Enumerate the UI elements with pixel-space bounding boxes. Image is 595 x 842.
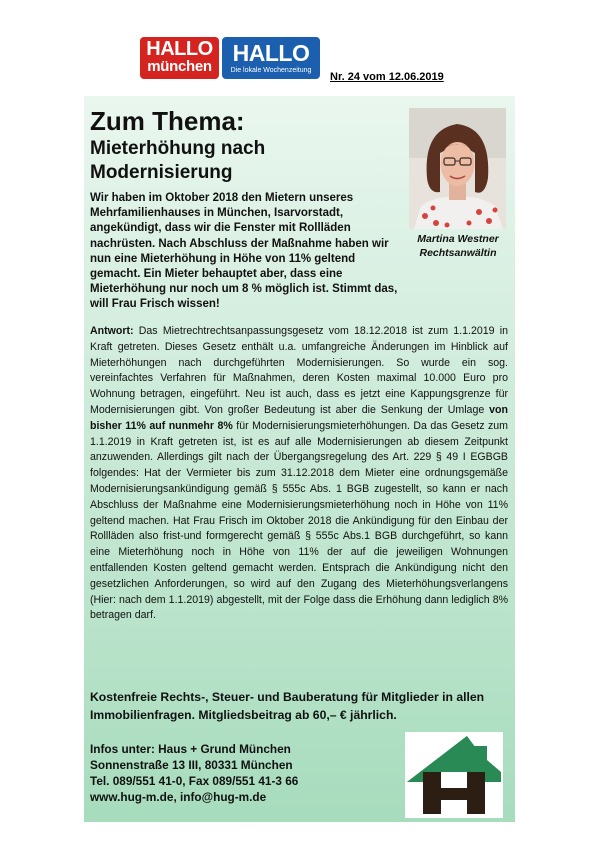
haus-und-grund-logo xyxy=(405,732,503,818)
membership-promo: Kostenfreie Rechts-, Steuer- und Bauberatung für Mitglieder in allen Immobilienfragen. Mitgliedsbeitrag ab 60,– € jährlich. xyxy=(90,690,485,722)
answer-part-1: Das Mietrechtrechtsanpassungsgesetz vom 18.12.2018 ist zum 1.1.2019 in Kraft getreten. Dieses Gesetz enthält u.a. umfangreiche Änderungen im Hinblick auf Mieterhöhungen nach durchgeführten Modernisierungen. So wurde ein sog. vereinfachtes Verfahren für Maßnahmen, deren Kosten maximal 10.000 Euro pro Wohnung betragen, eingeführt. Neu ist auch, dass es jetzt eine Kappungsgrenze für Modernisierungen gibt. Von großer Bedeutung ist aber die Senkung der Umlage xyxy=(90,325,508,416)
logo-red-word: HALLO xyxy=(146,38,213,60)
logo-red-city: münchen xyxy=(147,58,212,75)
issue-date: Nr. 24 vom 12.06.2019 xyxy=(330,71,444,83)
hallo-logo xyxy=(140,37,320,79)
logo-blue-word: HALLO xyxy=(232,40,310,66)
author-caption xyxy=(405,232,511,260)
article-subtitle: Mieterhöhung nach Modernisierung xyxy=(90,138,266,183)
contact-address: Sonnenstraße 13 III, 80331 München xyxy=(90,758,293,772)
contact-info xyxy=(90,741,390,805)
answer-label: Antwort: xyxy=(90,325,134,337)
answer-part-2: für Modernisierungsmieterhöhungen. Da das Gesetz zum 1.1.2019 in Kraft getreten ist, ist es auf alle Modernisierungen ab diesem Zeitpunkt anzuwenden. Allerdings gilt nach der Übergangsregelung des Art. 229 § 49 I EGBGB folgendes: Hat der Vermieter bis zum 31.12.2018 dem Mieter eine ordnungsgemäße Modernisierungsankündigung gemäß § 555c Abs. 1 BGB zugestellt, so kann er nach Abschluss der Maßnahme eine Modernisierungsmieterhöhung noch in Höhe von 11% geltend machen. Hat Frau Frisch im Oktober 2018 die Ankündigung für den Einbau der Rollläden also frist-und formgerecht gemäß § 555c Abs.1 BGB durchgeführt, so kann eine Mieterhöhung noch in Höhe von 11% der auf die jeweiligen Wohnungen entfallenden Kosten geltend gemacht werden. Entsprach die Ankündigung nicht den gesetzlichen Anforderungen, so wird auf den Zugang des Mieterhöhungsverlangens (Hier: nach dem 1.1.2019) abgestellt, mit der Folge dass die Erhöhung dann lediglich 8% betragen darf. xyxy=(90,419,509,622)
author-role: Rechtsanwältin xyxy=(419,247,497,259)
hallo-wochenzeitung-logo xyxy=(222,37,320,79)
reader-question: Wir haben im Oktober 2018 den Mietern unseres Mehrfamilienhauses in München, Isarvorstadt, angekündigt, dass wir die Fenster mit Rollläden nachrüsten. Nach Abschluss der Maßnahme haben wir nun eine Mieterhöhung in Höhe von 11% geltend gemacht. Ein Mieter behauptet aber, dass eine Mieterhöhung nur noch um 8 % möglich ist. Stimmt das, will Frau Frisch wissen! xyxy=(90,192,398,311)
contact-org: Infos unter: Haus + Grund München xyxy=(90,742,291,756)
logo-blue-tagline: Die lokale Wochenzeitung xyxy=(230,67,312,74)
author-name: Martina Westner xyxy=(417,233,499,245)
answer-highlight: von bisher 11% auf nunmehr 8% xyxy=(90,403,508,432)
answer-text xyxy=(90,324,508,624)
contact-web: www.hug-m.de, info@hug-m.de xyxy=(90,790,267,804)
article-title: Zum Thema: xyxy=(90,106,245,136)
contact-phone: Tel. 089/551 41-0, Fax 089/551 41-3 66 xyxy=(90,774,299,788)
hallo-muenchen-logo xyxy=(140,37,219,79)
author-photo xyxy=(409,108,506,229)
